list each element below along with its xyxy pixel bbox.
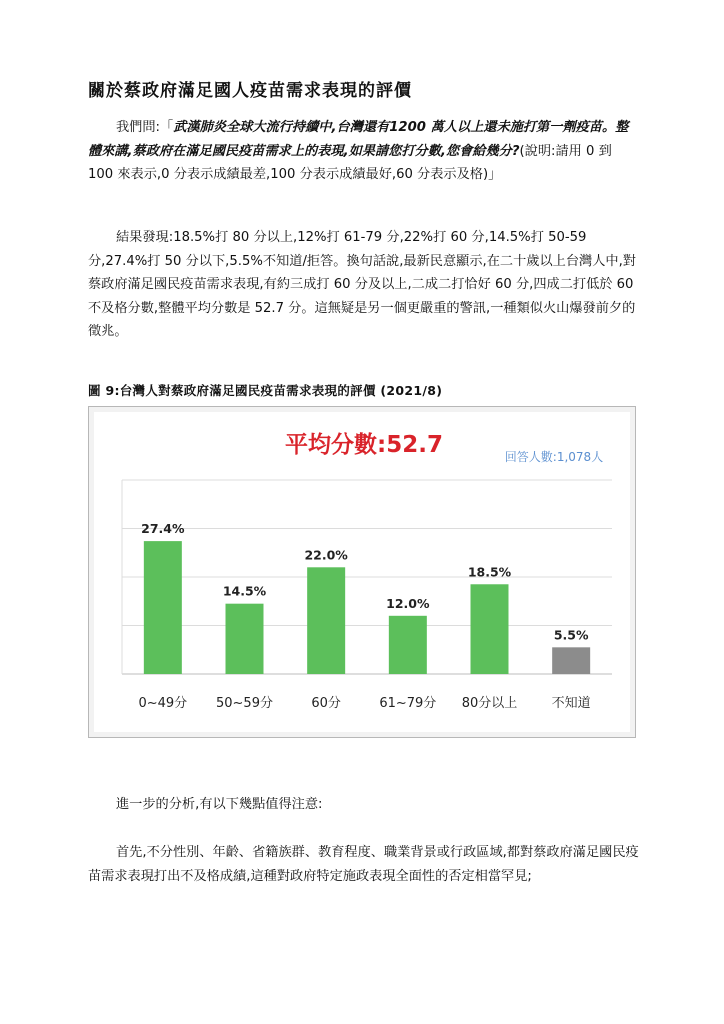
category-label: 80分以上 [461,696,518,711]
bar-value-label: 27.4% [141,521,185,537]
chart-frame [88,406,636,738]
category-label: 不知道 [551,696,591,711]
chart-title: 平均分數:52.7 [285,432,443,458]
category-label: 61~79分 [379,696,437,711]
question-note: (說明:請用 0 到 100 來表示,0 分表示成績最差,100 分表示成績最好,60 分表示及格)」 [88,143,612,182]
question-paragraph [88,116,640,187]
followup-paragraph: 進一步的分析,有以下幾點值得注意: [116,797,323,812]
bar-3 [389,616,427,674]
bar-value-label: 18.5% [467,564,512,580]
bar-series [144,541,590,674]
bar-4 [471,584,509,674]
gridlines [122,480,612,674]
result-paragraph: 結果發現:18.5%打 80 分以上,12%打 61-79 分,22%打 60 分,14.5%打 50-59 分,27.4%打 50 分以下,5.5%不知道/拒答。換句話說,最新民意顯示,在二十歲以上台灣人中,對蔡政府滿足國民疫苗需求表現,有約三成打 60 分及以上,二成二打恰好 60 分,四成二打低於 60 不及格分數,整體平均分數是 52.7 分。這無疑是另一個更嚴重的警訊,一種類似火山爆發前夕的徵兆。 [88,230,636,339]
first-point-paragraph: 首先,不分性別、年齡、省籍族群、教育程度、職業背景或行政區域,都對蔡政府滿足國民疫苗需求表現打出不及格成績,這種對政府特定施政表現全面性的否定相當罕見; [88,845,639,884]
bar-1 [226,604,264,674]
figure-caption: 圖 9:台灣人對蔡政府滿足國民疫苗需求表現的評價 (2021/8) [88,383,443,398]
category-label: 50~59分 [216,696,273,711]
bar-chart [94,412,632,734]
bar-value-label: 5.5% [553,627,589,643]
bar-0 [144,541,182,674]
question-emphasis: 武漢肺炎全球大流行持續中,台灣還有1200 萬人以上還未施打第一劑疫苗。整體來講,蔡政府在滿足國民疫苗需求上的表現,如果請您打分數,您會給幾分? [88,120,629,159]
question-prefix: 我們問:「 [116,120,174,135]
section-heading: 關於蔡政府滿足國人疫苗需求表現的評價 [88,81,412,101]
chart-area [94,412,630,732]
respondent-count: 回答人數:1,078人 [504,450,604,464]
bar-5 [552,647,590,674]
category-labels [138,696,590,711]
bar-value-label: 22.0% [304,547,348,563]
category-label: 60分 [311,696,341,711]
bar-value-label: 12.0% [386,595,430,611]
bar-2 [307,567,345,674]
bar-value-labels [141,521,589,642]
bar-value-label: 14.5% [222,583,267,599]
category-label: 0~49分 [138,696,188,711]
